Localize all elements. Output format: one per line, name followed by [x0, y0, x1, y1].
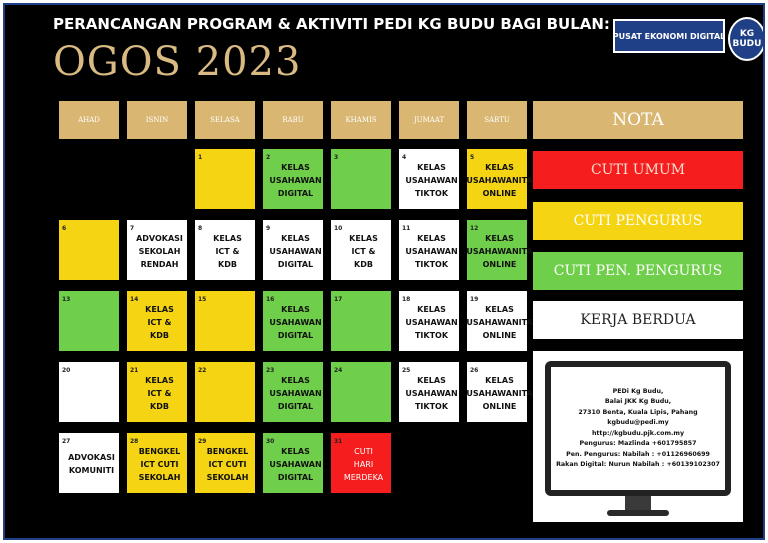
day-header-isnin: ISNIN	[127, 101, 187, 139]
day-cell	[331, 149, 391, 209]
brand-label: PUSAT EKONOMI DIGITAL	[613, 19, 725, 53]
contact-line: Balai JKK Kg Budu,	[604, 398, 672, 405]
page-title: PERANCANGAN PROGRAM & AKTIVITI PEDI KG BUDU BAGI BULAN:	[53, 15, 610, 33]
day-header-selasa: SELASA	[195, 101, 255, 139]
day-cell	[331, 362, 391, 422]
contact-line: Pen. Pengurus: Nabilah : +01126960699	[566, 450, 710, 458]
day-cell	[59, 433, 119, 493]
day-cell	[127, 220, 187, 280]
day-cell	[195, 362, 255, 422]
day-header-jumaat: JUMAAT	[399, 101, 459, 139]
day-number: 15	[198, 296, 207, 303]
day-number: 24	[334, 367, 343, 374]
brand-logo-line2: BUDU	[732, 39, 762, 49]
monitor-icon	[545, 361, 731, 496]
event-text: KELAS USAHAWAN TIKTOK	[405, 304, 458, 340]
event-text: CUTI HARI MERDEKA	[343, 446, 384, 482]
day-cell	[399, 220, 459, 280]
day-number: 3	[334, 154, 339, 161]
day-number: 14	[130, 296, 139, 303]
event-text	[202, 299, 253, 345]
day-header-sabtu: SABTU	[467, 101, 527, 139]
contact-panel	[533, 351, 743, 522]
contact-line: http://kgbudu.pjk.com.my	[591, 429, 685, 437]
event-text: KELAS ICT & KDB	[213, 233, 242, 269]
event-text: KELAS ICT & KDB	[145, 304, 174, 340]
event-text: BENGKEL ICT CUTI SEKOLAH	[138, 446, 181, 482]
day-cell	[195, 433, 255, 493]
day-cell	[59, 362, 119, 422]
day-cell	[195, 149, 255, 209]
day-number: 28	[130, 438, 139, 445]
day-cell	[331, 433, 391, 493]
event-text: KELAS USAHAWAN TIKTOK	[405, 375, 458, 411]
day-number: 19	[470, 296, 479, 303]
day-number: 5	[470, 154, 475, 161]
event-text: KELAS USAHAWANITA ONLINE	[466, 162, 533, 198]
day-number: 25	[402, 367, 411, 374]
day-number: 26	[470, 367, 479, 374]
brand-logo-line1: KG	[739, 29, 755, 39]
event-text: KELAS USAHAWANITA ONLINE	[466, 304, 533, 340]
day-cell	[263, 291, 323, 351]
event-text	[338, 157, 389, 203]
day-number: 29	[198, 438, 207, 445]
contact-info	[551, 367, 725, 490]
event-text: BENGKEL ICT CUTI SEKOLAH	[206, 446, 249, 482]
event-text: KELAS USAHAWAN TIKTOK	[405, 233, 458, 269]
event-text: KELAS USAHAWANITA ONLINE	[466, 233, 533, 269]
day-cell	[263, 220, 323, 280]
day-number: 13	[62, 296, 71, 303]
day-header-rabu: RABU	[263, 101, 323, 139]
event-text: KELAS USAHAWAN DIGITAL	[269, 162, 322, 198]
contact-line: 27310 Benta, Kuala Lipis, Pahang	[578, 408, 698, 416]
day-cell	[263, 362, 323, 422]
day-number: 17	[334, 296, 343, 303]
day-number: 18	[402, 296, 411, 303]
day-number: 2	[266, 154, 271, 161]
event-text: ADVOKASI SEKOLAH RENDAH	[136, 233, 183, 269]
day-cell	[399, 291, 459, 351]
day-header-ahad: AHAD	[59, 101, 119, 139]
event-text	[202, 370, 253, 416]
event-text: KELAS USAHAWAN DIGITAL	[269, 446, 322, 482]
day-cell	[59, 220, 119, 280]
day-number: 10	[334, 225, 343, 232]
day-cell	[59, 291, 119, 351]
day-cell	[127, 291, 187, 351]
legend-white: KERJA BERDUA	[533, 301, 743, 339]
day-cell	[195, 220, 255, 280]
day-cell	[331, 220, 391, 280]
legend-yellow: CUTI PENGURUS	[533, 202, 743, 240]
contact-line: PEDi Kg Budu,	[612, 387, 664, 395]
day-number: 12	[470, 225, 479, 232]
event-text	[338, 299, 389, 345]
day-cell	[466, 149, 533, 209]
day-number: 6	[62, 225, 67, 232]
monitor-base	[607, 510, 669, 516]
contact-line: kgbudu@pedi.my	[607, 419, 669, 426]
day-cell	[263, 149, 323, 209]
day-number: 22	[198, 367, 207, 374]
event-text: KELAS USAHAWAN DIGITAL	[269, 375, 322, 411]
day-cell	[399, 149, 459, 209]
day-cell	[466, 220, 533, 280]
day-cell	[127, 362, 187, 422]
day-cell	[399, 362, 459, 422]
brand-logo	[728, 17, 765, 61]
day-number: 31	[334, 438, 343, 445]
day-cell	[331, 291, 391, 351]
day-number: 11	[402, 225, 411, 232]
event-text	[338, 370, 389, 416]
day-cell	[466, 362, 533, 422]
day-cell	[195, 291, 255, 351]
contact-line: Rakan Digital: Nurun Nabilah : +60139102307	[556, 461, 720, 468]
month-title: OGOS 2023	[53, 39, 302, 85]
day-number: 23	[266, 367, 275, 374]
day-number: 21	[130, 367, 139, 374]
event-text: KELAS USAHAWANITA ONLINE	[466, 375, 533, 411]
day-number: 30	[266, 438, 275, 445]
event-text	[66, 299, 117, 345]
day-number: 4	[402, 154, 407, 161]
day-number: 16	[266, 296, 275, 303]
contact-line: Pengurus: Mazlinda +601795857	[579, 440, 697, 447]
nota-title: NOTA	[533, 101, 743, 139]
day-number: 7	[130, 225, 135, 232]
event-text: KELAS ICT & KDB	[145, 375, 174, 411]
day-cell	[127, 433, 187, 493]
event-text: KELAS USAHAWAN DIGITAL	[269, 304, 322, 340]
day-number: 27	[62, 438, 71, 445]
event-text: ADVOKASI KOMUNITI	[68, 453, 115, 475]
day-header-khamis: KHAMIS	[331, 101, 391, 139]
legend-green: CUTI PEN. PENGURUS	[533, 252, 743, 290]
event-text: KELAS ICT & KDB	[349, 233, 378, 269]
poster	[3, 3, 765, 540]
day-number: 8	[198, 225, 203, 232]
event-text	[66, 370, 117, 416]
event-text	[66, 228, 117, 274]
day-number: 1	[198, 154, 203, 161]
day-number: 9	[266, 225, 271, 232]
day-cell	[466, 291, 533, 351]
event-text: KELAS USAHAWAN TIKTOK	[405, 162, 458, 198]
event-text	[202, 157, 253, 203]
event-text: KELAS USAHAWAN DIGITAL	[269, 233, 322, 269]
day-cell	[263, 433, 323, 493]
legend-red: CUTI UMUM	[533, 151, 743, 189]
day-number: 20	[62, 367, 71, 374]
